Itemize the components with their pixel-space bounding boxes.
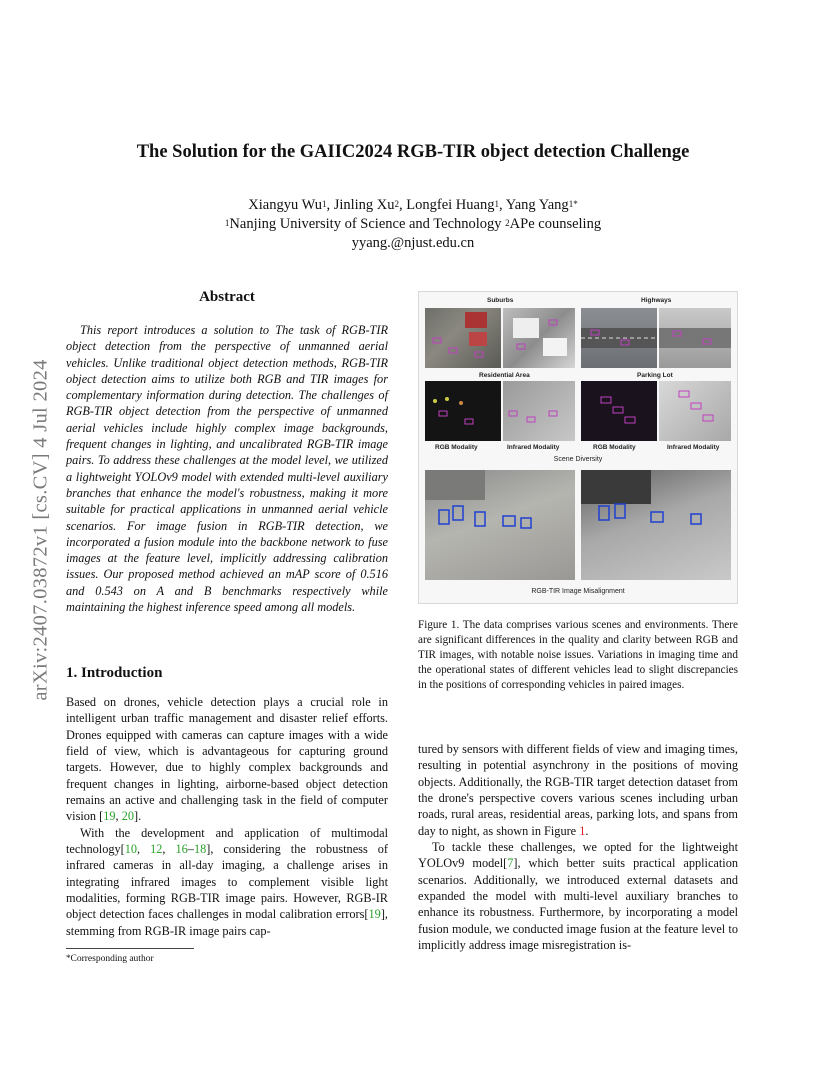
citation-link[interactable]: 12 xyxy=(150,842,163,857)
author-name: Jinling Xu xyxy=(333,197,395,213)
paragraph-text: Based on drones, vehicle detection plays a crucial role in intelligent urban traffic management and disaster relief efforts. Drones equipped with cameras can capture images with a wide field of view, which is advantageous for capturing ground targets. However, due to highly complex backgrounds and frequent changes in lighting, airborne-based object detection remains an active and challenging task in the field of computer vision [ xyxy=(66,695,388,824)
right-column-body xyxy=(418,741,738,953)
misalignment-rgb-scene xyxy=(425,470,575,580)
separator: , xyxy=(137,842,151,857)
affiliation-line xyxy=(66,215,760,234)
author-name: Xiangyu Wu xyxy=(248,197,322,213)
citation-link[interactable]: 10 xyxy=(124,842,138,857)
author-line: Xiangyu Wu$^1$, Jinling Xu$^2$, Longfei Huang$^1$, Yang Yang$^{1*}$ xyxy=(248,197,578,213)
label-rgb-modality: RGB Modality xyxy=(435,444,478,451)
author-block xyxy=(66,196,760,253)
arxiv-sidebar xyxy=(24,300,58,760)
author-affil-mark: 1 xyxy=(494,199,499,209)
affiliation: APe counseling xyxy=(509,216,602,232)
suburbs-rgb-scene xyxy=(425,308,501,368)
label-rgb-modality: RGB Modality xyxy=(593,444,636,451)
misalignment-ir-scene xyxy=(581,470,731,580)
label-parking: Parking Lot xyxy=(637,372,673,379)
figure-reference-link[interactable]: 1 xyxy=(579,823,586,838)
image-highways-ir xyxy=(659,308,731,368)
suburbs-ir-scene xyxy=(503,308,575,368)
label-suburbs: Suburbs xyxy=(487,297,514,304)
citation-link[interactable]: 7 xyxy=(507,856,514,871)
footnote xyxy=(66,954,154,964)
separator: – xyxy=(187,842,194,857)
affiliation: Nanjing University of Science and Technology xyxy=(229,216,506,232)
citation-link[interactable]: 18 xyxy=(193,842,207,857)
author-affil-mark: 1 xyxy=(321,199,327,209)
citation-link[interactable]: 19 xyxy=(103,809,116,824)
label-infrared-modality: Infrared Modality xyxy=(507,444,560,451)
image-parking-rgb xyxy=(581,381,657,441)
paragraph-text: ], stemming from RGB-IR image pairs cap- xyxy=(66,907,388,938)
residential-ir-scene xyxy=(503,381,575,441)
figure-1 xyxy=(418,291,738,604)
separator: , xyxy=(115,809,122,824)
figure-caption: Figure 1. The data comprises various scenes and environments. There are significant differences in the quality and clarity between RGB and TIR images, with notable noise issues. Variations in imaging time and the operational states of different vehicles lead to slight discrepancies in the positions of corresponding vehicles in paired images. xyxy=(418,619,738,692)
paragraph-text: ]. xyxy=(133,809,142,824)
section-heading: 1. Introduction xyxy=(66,665,163,681)
parking-ir-scene xyxy=(659,381,731,441)
paragraph xyxy=(66,694,388,825)
arxiv-id: arXiv:2407.03872v1 [cs.CV] 4 Jul 2024 xyxy=(29,359,52,701)
paragraph xyxy=(418,741,738,839)
image-residential-rgb xyxy=(425,381,501,441)
paragraph xyxy=(418,839,738,953)
highways-rgb-scene xyxy=(581,308,657,368)
footnote-mark: * xyxy=(66,953,71,963)
label-misalignment: RGB-TIR Image Misalignment xyxy=(531,588,625,595)
paragraph-text: ], considering the robustness of infrared cameras in all-day imaging, a challenge arises in integrating infrared images to complement visible light modalities, forming RGB-TIR image pairs. However, RGB-IR object detection faces challenges in modal calibration errors[ xyxy=(66,842,388,922)
label-scene-diversity: Scene Diversity xyxy=(553,456,603,463)
parking-rgb-scene xyxy=(581,381,657,441)
affil-number: 1 xyxy=(224,218,230,228)
author-affil-mark: 2 xyxy=(394,199,400,209)
image-residential-ir xyxy=(503,381,575,441)
label-infrared-modality: Infrared Modality xyxy=(667,444,720,451)
residential-rgb-scene xyxy=(425,381,501,441)
abstract-heading: Abstract xyxy=(199,289,255,305)
paragraph xyxy=(66,825,388,939)
citation-link[interactable]: 19 xyxy=(368,907,381,922)
image-suburbs-ir xyxy=(503,308,575,368)
image-misalignment-rgb xyxy=(425,470,575,580)
label-residential: Residential Area xyxy=(479,372,530,379)
left-column-body xyxy=(66,694,388,939)
footnote-text: Corresponding author xyxy=(70,954,154,964)
citation-link[interactable]: 16 xyxy=(175,842,188,857)
paragraph-text: To tackle these challenges, we opted for the lightweight YOLOv9 model[ xyxy=(418,840,738,871)
separator: , xyxy=(162,842,176,857)
image-highways-rgb xyxy=(581,308,657,368)
paragraph-text: ], which better suits practical application scenarios. Additionally, we introduced external datasets and expanded the model with multi-level auxiliary branches to enhance its robustness. Furthermore, by incorporating a model fusion module, we conducted image fusion at the feature level to implicitly address image misregistration is- xyxy=(418,856,738,953)
image-parking-ir xyxy=(659,381,731,441)
affil-number: 2 xyxy=(505,218,510,228)
image-suburbs-rgb xyxy=(425,308,501,368)
author-name: Yang Yang xyxy=(505,197,569,213)
paragraph-text: . xyxy=(585,823,589,838)
author-affil-mark: 1* xyxy=(568,199,578,209)
footnote-rule xyxy=(66,948,194,949)
highways-ir-scene xyxy=(659,308,731,368)
citation-link[interactable]: 20 xyxy=(121,809,134,824)
image-misalignment-ir xyxy=(581,470,731,580)
abstract-text: This report introduces a solution to The task of RGB-TIR object detection from the perspective of unmanned aerial vehicles. Unlike traditional object detection methods, RGB-TIR object detection aims to utilize both RGB and TIR images for complementary information during detection. The challenges of RGB-TIR object detection from the perspective of unmanned aerial vehicles include highly complex image backgrounds, frequent changes in lighting, and uncalibrated RGB-TIR image pairs. To address these challenges at the model level, we utilized a lightweight YOLOv9 model with extended multi-level auxiliary branches that enhance the model's robustness, making it more suitable for practical applications in unmanned aerial vehicle scenarios. For image fusion in RGB-TIR detection, we incorporated a fusion module into the backbone network to fuse images at the feature level, implicitly addressing calibration issues. Our proposed method achieved an mAP score of 0.516 and 0.543 on A and B benchmarks respectively while maintaining the highest inference speed among all models. xyxy=(66,323,388,615)
author-name: Longfei Huang xyxy=(406,197,495,213)
paper-title: The Solution for the GAIIC2024 RGB-TIR object detection Challenge xyxy=(136,142,690,162)
paragraph-text: tured by sensors with different fields of view and imaging times, resulting in potential asynchrony in the positions of moving objects. Additionally, the RGB-TIR target detection dataset from the drone's perspective covers various scenes including urban roads, rural areas, residential areas, parking lots, and spans from day to night, as shown in Figure xyxy=(418,742,738,838)
author-email: yyang.@njust.edu.cn xyxy=(351,235,475,251)
paragraph-text: With the development and application of multimodal technology[ xyxy=(66,825,388,857)
label-highways: Highways xyxy=(641,297,672,304)
